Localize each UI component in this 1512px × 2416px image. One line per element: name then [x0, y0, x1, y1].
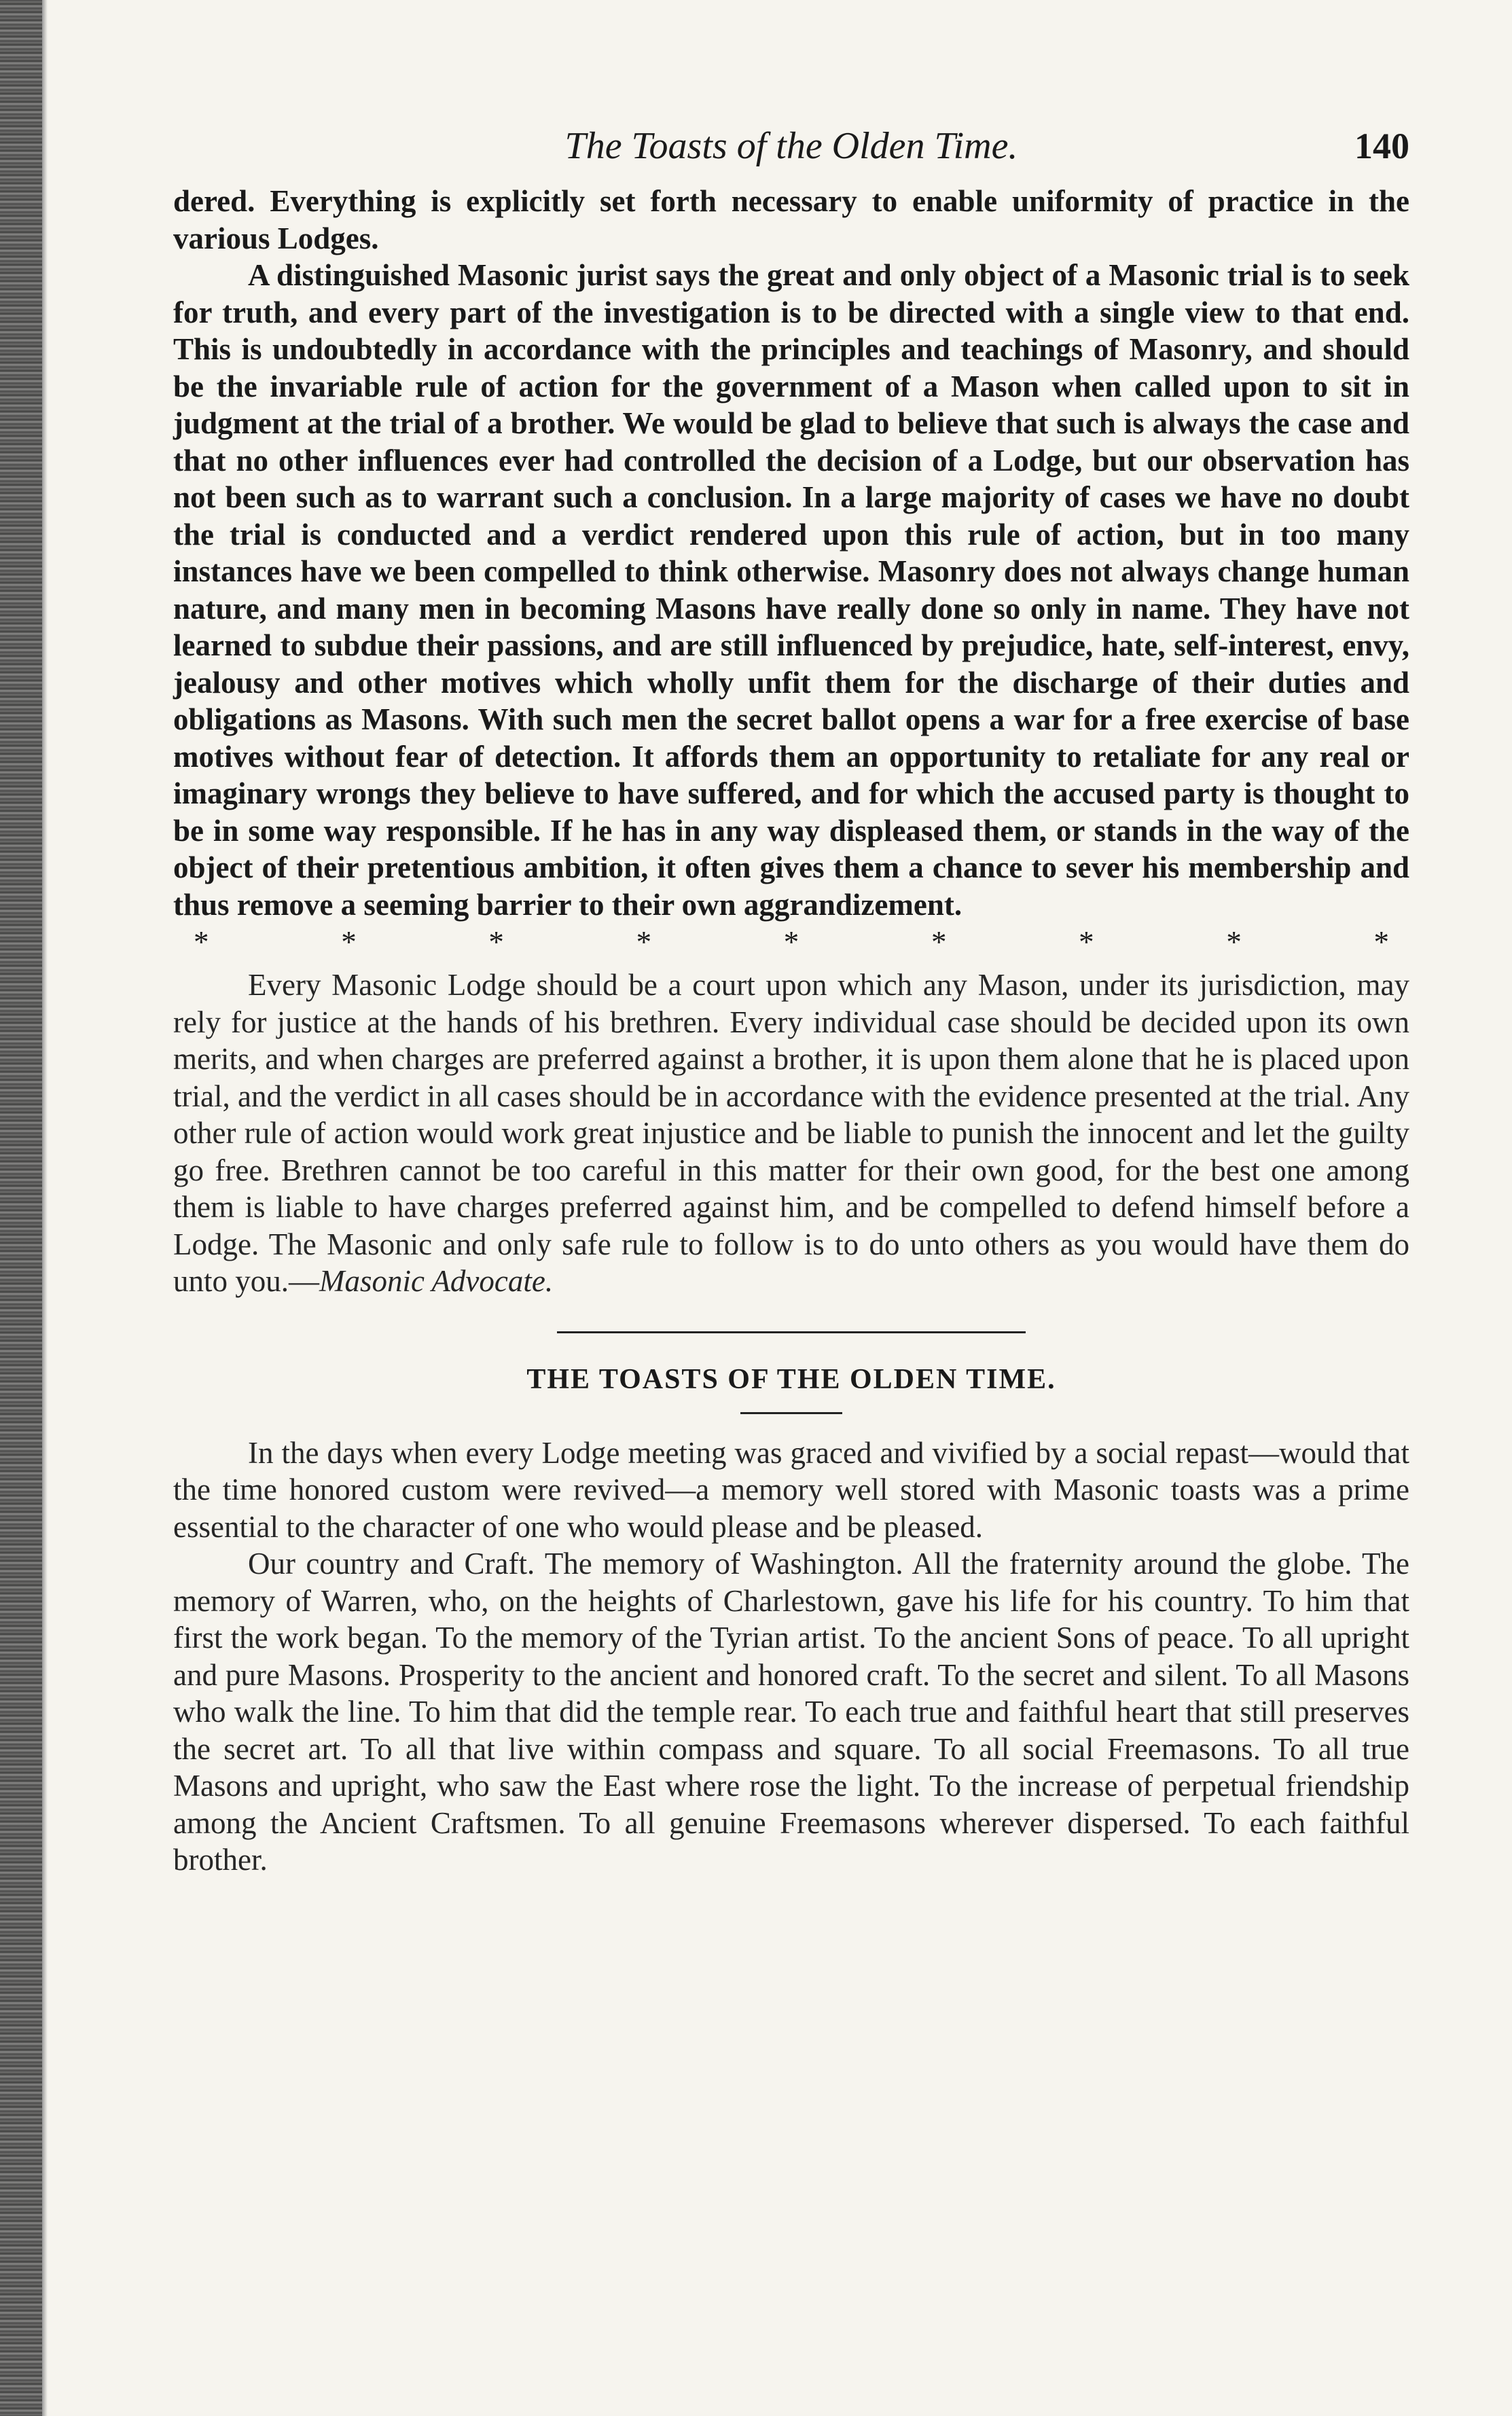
star: * — [636, 925, 652, 959]
section-break-stars — [173, 923, 1409, 961]
paragraph-masonic-lodge-court — [173, 967, 1409, 1300]
book-page — [173, 119, 1409, 1879]
star: * — [1079, 925, 1094, 959]
source-attribution: Masonic Advocate. — [319, 1264, 554, 1298]
article-closing — [173, 967, 1409, 1300]
star: * — [194, 925, 209, 959]
page-number: 140 — [1354, 126, 1409, 166]
star: * — [783, 925, 799, 959]
closing-text: Every Masonic Lodge should be a court upon which any Mason, under its jurisdiction, may rely for justice at the hands of his brethren. Every individual case should be decided upon its own merits, and when charges are preferred against a brother, it is upon them alone that he is placed upon trial, and the verdict in all cases should be in accordance with the evidence presented at the trial. Any other rule of action would work great injustice and be liable to punish the innocent and let the guilty go free. Brethren cannot be too careful in this matter for their own good, for the best one among them is liable to have charges preferred against him, and be compelled to defend himself before a Lodge. The Masonic and only safe rule to follow is to do unto others as you would have them do unto you.— — [173, 968, 1409, 1298]
running-head — [173, 119, 1409, 180]
section-title: THE TOASTS OF THE OLDEN TIME. — [526, 1363, 1056, 1395]
paragraph-toasts-list: Our country and Craft. The memory of Washington. All the fraternity around the globe. The memory of Warren, who, on the heights of Charlestown, gave his life for his country. To him that first the work began. To the memory of the Tyrian artist. To the ancient Sons of peace. To all upright and pure Masons. Prosperity to the ancient and honored craft. To the secret and silent. To all Masons who walk the line. To him that did the temple rear. To each true and faithful heart that still preserves the secret art. To all that live within compass and square. To all social Freemasons. To all true Masons and upright, who saw the East where rose the light. To the increase of perpetual friendship among the Ancient Craftsmen. To all genuine Freemasons wherever dispersed. To each faithful brother. — [173, 1547, 1409, 1877]
star: * — [1226, 925, 1242, 959]
book-binding-edge — [0, 0, 42, 2416]
title-rule — [740, 1412, 842, 1414]
star: * — [488, 925, 504, 959]
running-title: The Toasts of the Olden Time. — [564, 125, 1018, 167]
article-masonic-trial — [173, 183, 1409, 961]
star: * — [931, 925, 947, 959]
article-toasts — [173, 1435, 1409, 1879]
article-divider — [557, 1331, 1026, 1333]
star: * — [1373, 925, 1389, 959]
paragraph-continuation: dered. Everything is explicitly set forth necessary to enable uniformity of practice in the various Lodges. — [173, 184, 1409, 255]
paragraph-toasts-intro: In the days when every Lodge meeting was graced and vivified by a social repast—would that the time honored custom were revived—a memory well stored with Masonic toasts was a prime essential to the character of one who would please and be pleased. — [173, 1435, 1409, 1544]
paragraph-masonic-jurist: A distinguished Masonic jurist says the great and only object of a Masonic trial is to seek for truth, and every part of the investigation is to be directed with a single view to that end. This is undoubtedly in accordance with the principles and teachings of Masonry, and should be the invariable rule of action for the government of a Mason when called upon to sit in judgment at the trial of a brother. We would be glad to believe that such is always the case and that no other influences ever had controlled the decision of a Lodge, but our observation has not been such as to warrant such a conclusion. In a large majority of cases we have no doubt the trial is conducted and a verdict rendered upon this rule of action, but in too many instances have we been compelled to think otherwise. Masonry does not always change human nature, and many men in becoming Masons have really done so only in name. They have not learned to subdue their passions, and are still influenced by prejudice, hate, self-interest, envy, jealousy and other motives which wholly unfit them for the discharge of their duties and obligations as Masons. With such men the secret ballot opens a war for a free exercise of base motives without fear of detection. It affords them an opportunity to retaliate for any real or imaginary wrongs they believe to have suffered, and for which the accused party is thought to be in some way responsible. If he has in any way displeased them, or stands in the way of the object of their pretentious ambition, it often gives them a chance to sever his membership and thus remove a seeming barrier to their own aggrandizement. — [173, 258, 1409, 922]
binding-shadow — [42, 0, 48, 2416]
star: * — [341, 925, 357, 959]
